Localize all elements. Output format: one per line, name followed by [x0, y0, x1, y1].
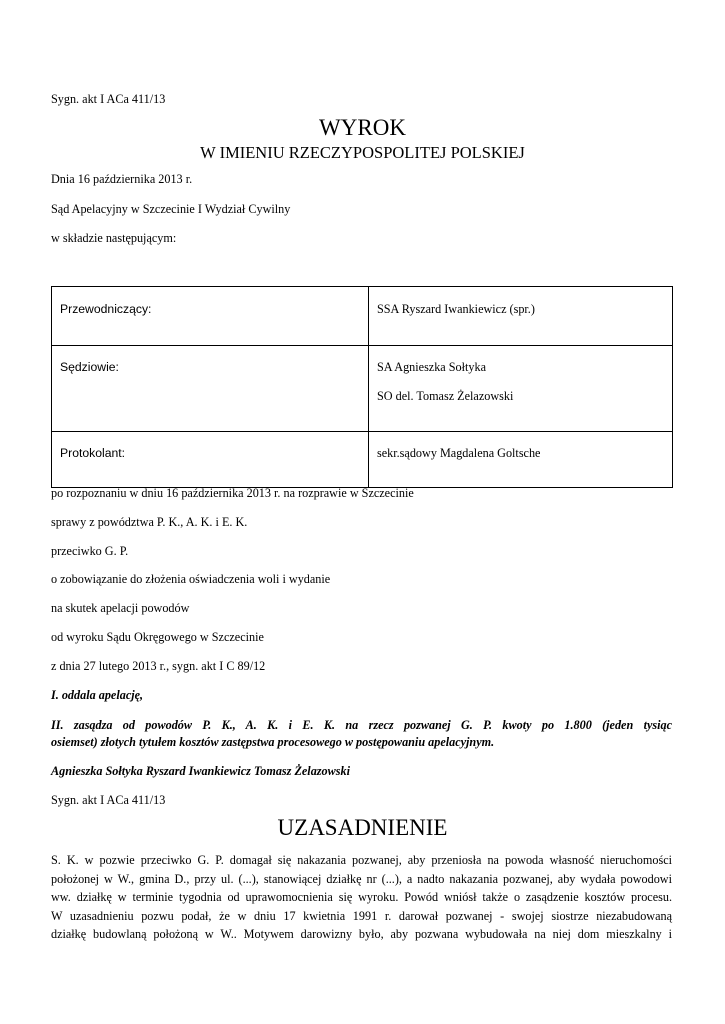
justification-title: UZASADNIENIE	[277, 815, 448, 840]
proceedings-line: przeciwko G. P.	[51, 544, 129, 558]
proceedings-line: od wyroku Sądu Okręgowego w Szczecinie	[51, 630, 264, 644]
panel-name: SA Agnieszka Sołtyka	[377, 360, 487, 374]
panel-role: Sędziowie:	[52, 346, 369, 432]
proceedings-line: po rozpoznaniu w dniu 16 października 2013 r. na rozprawie w Szczecinie	[51, 486, 414, 500]
court-panel-table	[51, 286, 673, 488]
ruling-point-2-line-2: osiemset) złotych tytułem kosztów zastępstwa procesowego w postępowaniu apelacyjnym.	[51, 735, 495, 749]
case-reference: Sygn. akt I ACa 411/13	[51, 92, 166, 106]
panel-role: Przewodniczący:	[52, 287, 369, 346]
panel-names	[369, 346, 673, 432]
ruling-point-2-line-1: II. zasądza od powodów P. K., A. K. i E. K. na rzecz pozwanej G. P. kwoty po 1.800 (jeden tysiąc	[51, 718, 672, 732]
justification-line: S. K. w pozwie przeciwko G. P. domagał się nakazania pozwanej, aby przeniosła na powoda własność nieruchomości	[51, 853, 672, 867]
proceedings-line: o zobowiązanie do złożenia oświadczenia woli i wydanie	[51, 572, 331, 586]
panel-name: sekr.sądowy Magdalena Goltsche	[369, 432, 673, 488]
justification-line: ww. działkę w terminie tygodnia od uprawomocnienia się wyroku. Powód wniósł także o zasądzenie kosztów procesu.	[51, 890, 672, 904]
proceedings-line: sprawy z powództwa P. K., A. K. i E. K.	[51, 515, 248, 529]
justification-line: położonej w W., gmina D., przy ul. (...), stanowiącej działkę nr (...), a nadto nakazania pozwanej, aby wydała powodowi	[51, 872, 672, 886]
panel-name: SO del. Tomasz Żelazowski	[377, 389, 514, 403]
composition-line: w składzie następującym:	[51, 231, 177, 245]
panel-row-clerk	[52, 432, 673, 488]
panel-row-chair	[52, 287, 673, 346]
court-line: Sąd Apelacyjny w Szczecinie I Wydział Cywilny	[51, 202, 291, 216]
justification-line: W uzasadnieniu pozwu podał, że w dniu 17 kwietnia 1991 r. darował pozwanej - swojej siostrze niezabudowaną	[51, 909, 672, 923]
ruling-point-1: I. oddala apelację,	[51, 688, 144, 702]
panel-role: Protokolant:	[52, 432, 369, 488]
proceedings-line: na skutek apelacji powodów	[51, 601, 190, 615]
justification-line: działkę budowlaną położoną w W.. Motywem darowizny było, aby pozwana wybudowała na niej dom mieszkalny i	[51, 927, 672, 941]
judges-signature: Agnieszka Sołtyka Ryszard Iwankiewicz Tomasz Żelazowski	[51, 764, 350, 778]
panel-name: SSA Ryszard Iwankiewicz (spr.)	[369, 287, 673, 346]
proceedings-line: z dnia 27 lutego 2013 r., sygn. akt I C 89/12	[51, 659, 266, 673]
document-subtitle: W IMIENIU RZECZYPOSPOLITEJ POLSKIEJ	[200, 143, 525, 162]
panel-row-judges	[52, 346, 673, 432]
document-title: WYROK	[319, 115, 406, 140]
justification-case-reference: Sygn. akt I ACa 411/13	[51, 793, 166, 807]
date-line: Dnia 16 października 2013 r.	[51, 172, 193, 186]
